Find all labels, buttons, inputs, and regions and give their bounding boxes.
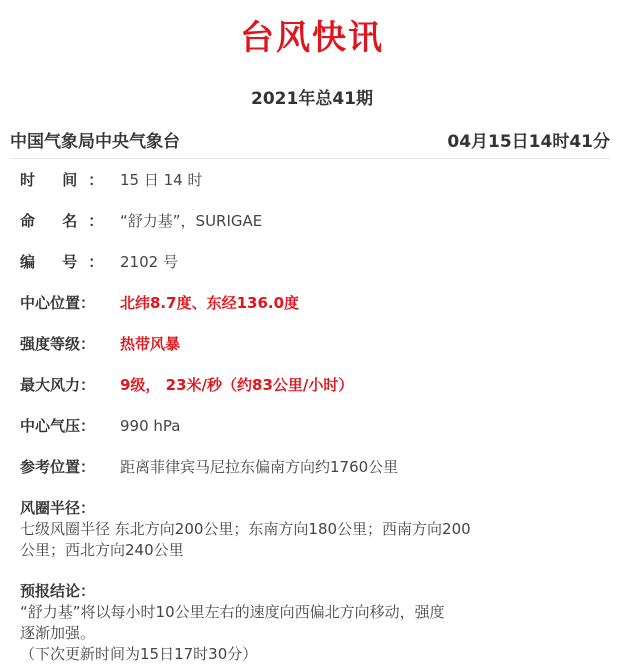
typhoon-info-list: [20, 170, 604, 663]
field-label: 时 间：: [20, 171, 115, 189]
field-center-position: [20, 293, 604, 314]
field-intensity: [20, 334, 604, 355]
field-label: 最大风力：: [20, 376, 96, 394]
field-label: 中心位置：: [20, 294, 96, 312]
field-value: 距离菲律宾马尼拉东偏南方向约1760公里: [120, 458, 399, 476]
field-label: 风圈半径：: [20, 499, 96, 517]
field-value: “舒力基”，SURIGAE: [120, 212, 263, 230]
field-reference-position: [20, 457, 604, 478]
field-value: [20, 519, 604, 561]
field-value: 990 hPa: [120, 417, 181, 435]
field-label: 编 号：: [20, 253, 115, 271]
field-pressure: [20, 416, 604, 437]
field-value-line: （下次更新时间为15日17时30分）: [20, 645, 258, 663]
field-value: 2102 号: [120, 253, 178, 271]
field-value: 15 日 14 时: [120, 171, 203, 189]
field-name: [20, 211, 604, 232]
field-label: 强度等级：: [20, 335, 96, 353]
field-label: 预报结论：: [20, 582, 96, 600]
field-value-line: “舒力基”将以每小时10公里左右的速度向西偏北方向移动，强度: [20, 603, 445, 621]
field-value: 热带风暴: [120, 335, 181, 353]
agency-row: [10, 128, 610, 159]
page-title: 台风快讯: [240, 18, 384, 58]
agency-name: 中国气象局中央气象台: [10, 132, 180, 152]
field-value: [20, 602, 604, 665]
field-label: 中心气压：: [20, 417, 96, 435]
field-label: 命 名：: [20, 212, 115, 230]
field-number: [20, 252, 604, 273]
field-value: 9级， 23米/秒（约83公里/小时）: [120, 376, 354, 394]
field-label: 参考位置：: [20, 458, 96, 476]
field-max-wind: [20, 375, 604, 396]
field-forecast: [20, 581, 604, 665]
issue-datetime: 04月15日14时41分: [447, 132, 610, 152]
field-value: 北纬8.7度、东经136.0度: [120, 294, 300, 312]
issue-number: 2021年总41期: [251, 89, 373, 109]
field-value-line: 逐渐加强。: [20, 624, 96, 642]
field-wind-radius: [20, 498, 604, 561]
field-value-line: 七级风圈半径 东北方向200公里；东南方向180公里；西南方向200: [20, 520, 471, 538]
field-value-line: 公里；西北方向240公里: [20, 541, 184, 559]
field-time: [20, 170, 604, 191]
